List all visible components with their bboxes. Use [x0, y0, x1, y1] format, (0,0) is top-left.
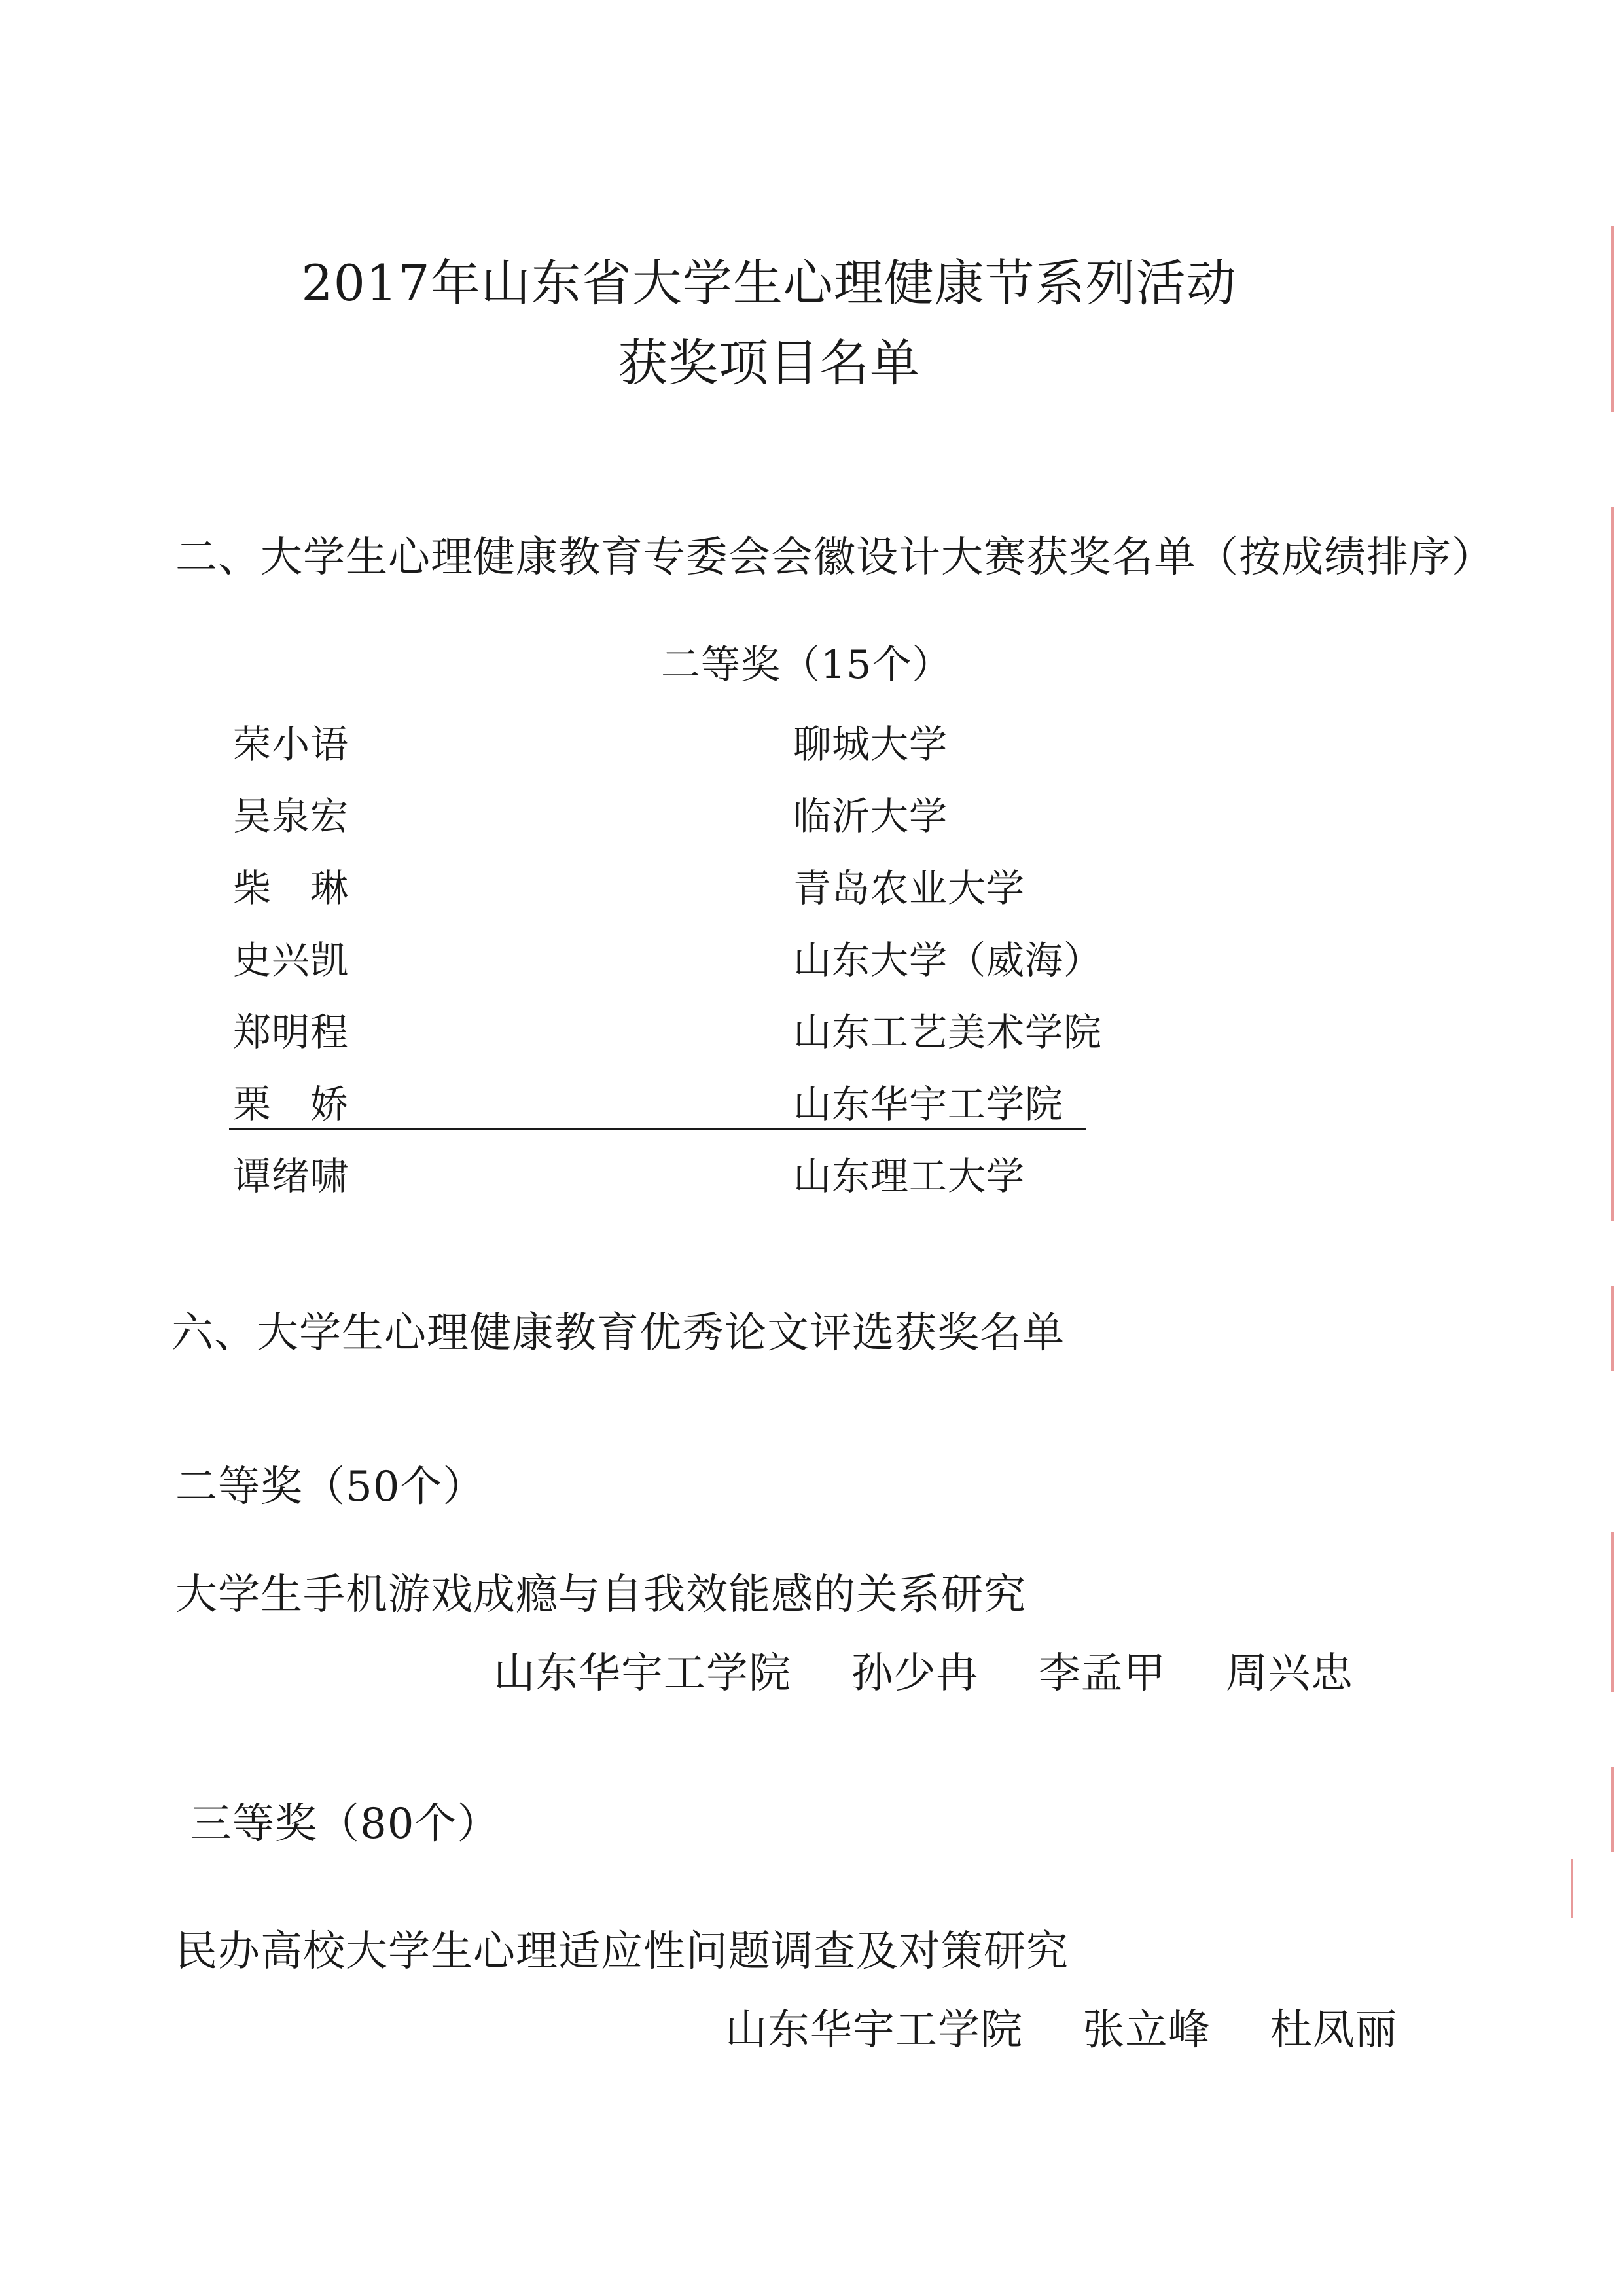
- list-item-name: 史兴凯: [233, 938, 349, 982]
- edge-mark: [1611, 1286, 1614, 1371]
- list-item-school: 聊城大学: [793, 722, 948, 766]
- author-school: 山东华宇工学院: [725, 2006, 1023, 2054]
- document-title-line2: 获奖项目名单: [618, 334, 920, 392]
- list-item-school: 山东华宇工学院: [793, 1082, 1064, 1126]
- section6-heading: 六、大学生心理健康教育优秀论文评选获奖名单: [171, 1309, 1065, 1357]
- list-item-name: 吴泉宏: [233, 794, 349, 838]
- list-item-name: 荣小语: [233, 722, 349, 766]
- list-item-name: 柴 琳: [233, 866, 349, 910]
- underline-rule: [229, 1128, 1086, 1130]
- author-name: 杜凤丽: [1270, 2006, 1398, 2054]
- author-school: 山东华宇工学院: [493, 1649, 791, 1698]
- section2-award-heading: 二等奖（15个）: [661, 642, 952, 688]
- list-item-school: 山东理工大学: [793, 1154, 1026, 1198]
- edge-mark: [1571, 1859, 1573, 1918]
- author-name: 孙少冉: [851, 1649, 979, 1698]
- list-item-name: 谭绪啸: [233, 1154, 349, 1198]
- third-prize-paper-authors: [725, 1996, 1398, 2056]
- edge-mark: [1611, 1767, 1614, 1852]
- author-name: 李孟甲: [1038, 1649, 1166, 1698]
- second-prize-paper-title: 大学生手机游戏成瘾与自我效能感的关系研究: [175, 1571, 1026, 1619]
- list-item-school: 山东工艺美术学院: [793, 1010, 1103, 1054]
- list-item-school: 山东大学（威海）: [793, 938, 1103, 982]
- author-name: 张立峰: [1082, 2006, 1211, 2054]
- third-prize-heading: 三等奖（80个）: [190, 1800, 500, 1848]
- list-item-name: 郑明程: [233, 1010, 349, 1054]
- edge-mark: [1611, 1532, 1614, 1692]
- section2-heading: 二、大学生心理健康教育专委会会徽设计大赛获奖名单（按成绩排序）: [175, 533, 1494, 582]
- document-title-line1: 2017年山东省大学生心理健康节系列活动: [301, 254, 1237, 312]
- list-item-school: 临沂大学: [793, 794, 948, 838]
- author-name: 周兴忠: [1226, 1649, 1354, 1698]
- third-prize-paper-title: 民办高校大学生心理适应性问题调查及对策研究: [175, 1928, 1069, 1976]
- second-prize-paper-authors: [493, 1640, 1353, 1700]
- list-item-school: 青岛农业大学: [793, 866, 1026, 910]
- edge-mark: [1611, 507, 1614, 1221]
- list-item-name: 栗 娇: [233, 1082, 349, 1126]
- edge-mark: [1611, 226, 1614, 412]
- second-prize-heading: 二等奖（50个）: [175, 1463, 486, 1511]
